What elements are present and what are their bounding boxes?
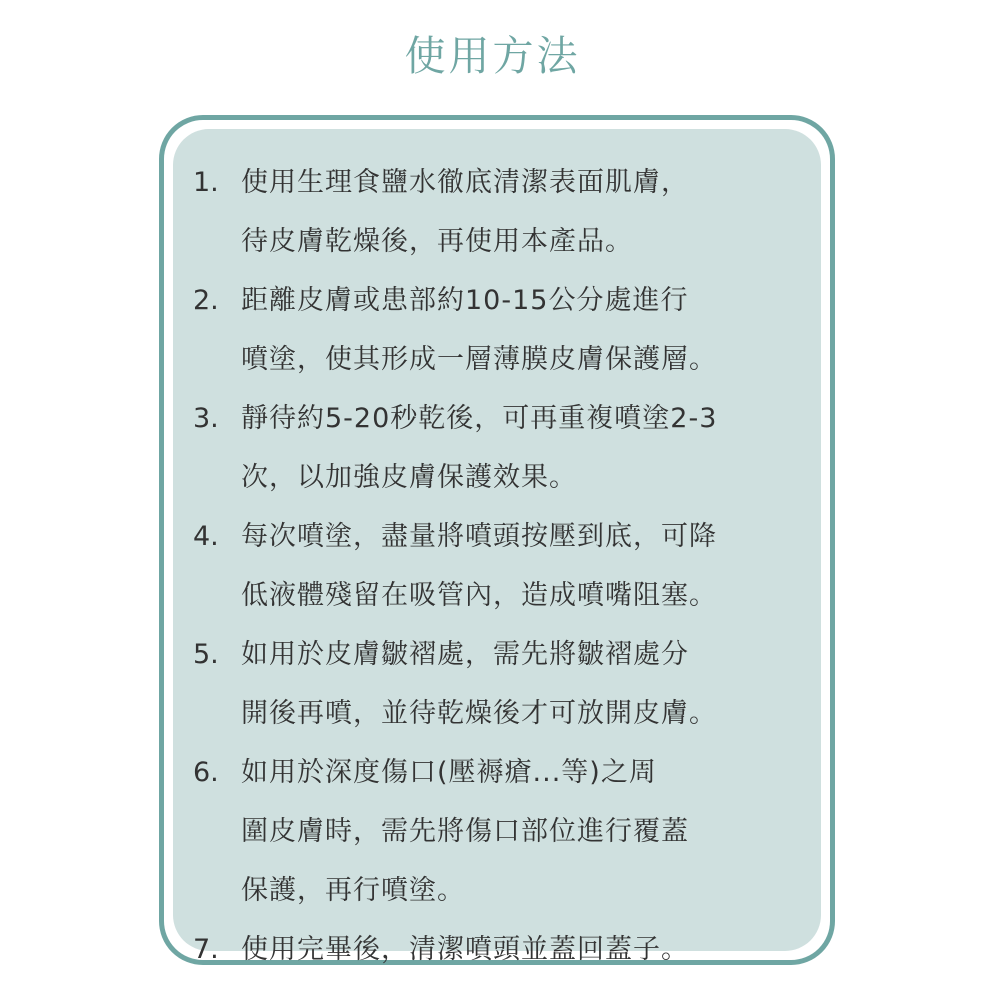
step-text bbox=[241, 625, 823, 743]
page-title: 使用方法 bbox=[404, 32, 581, 80]
step-line: 圍皮膚時，需先將傷口部位進行覆蓋 bbox=[241, 816, 689, 847]
step-number: 7. bbox=[193, 934, 219, 965]
step-item bbox=[193, 153, 823, 271]
step-text bbox=[241, 389, 823, 507]
instructions-list bbox=[193, 153, 823, 979]
step-text bbox=[241, 920, 823, 979]
step-number: 1. bbox=[193, 167, 219, 198]
step-text bbox=[241, 153, 823, 271]
step-line: 每次噴塗，盡量將噴頭按壓到底，可降 bbox=[241, 521, 717, 552]
step-text bbox=[241, 743, 823, 920]
step-line: 使用完畢後，清潔噴頭並蓋回蓋子。 bbox=[241, 934, 689, 965]
step-line: 距離皮膚或患部約10-15公分處進行 bbox=[241, 285, 689, 316]
step-line: 保護，再行噴塗。 bbox=[241, 875, 465, 906]
step-line: 噴塗，使其形成一層薄膜皮膚保護層。 bbox=[241, 344, 717, 375]
step-text bbox=[241, 507, 823, 625]
step-line: 使用生理食鹽水徹底清潔表面肌膚， bbox=[241, 167, 689, 198]
step-line: 次，以加強皮膚保護效果。 bbox=[241, 462, 577, 493]
step-item bbox=[193, 625, 823, 743]
step-line: 如用於皮膚皺褶處，需先將皺褶處分 bbox=[241, 639, 689, 670]
step-number: 6. bbox=[193, 757, 219, 788]
step-item bbox=[193, 389, 823, 507]
step-line: 靜待約5-20秒乾後，可再重複噴塗2-3 bbox=[241, 403, 718, 434]
step-number: 4. bbox=[193, 521, 219, 552]
step-line: 開後再噴，並待乾燥後才可放開皮膚。 bbox=[241, 698, 717, 729]
step-item bbox=[193, 507, 823, 625]
step-item bbox=[193, 920, 823, 979]
step-item bbox=[193, 743, 823, 920]
step-line: 如用於深度傷口(壓褥瘡...等)之周 bbox=[241, 757, 657, 788]
step-line: 待皮膚乾燥後，再使用本產品。 bbox=[241, 226, 633, 257]
step-number: 3. bbox=[193, 403, 219, 434]
step-item bbox=[193, 271, 823, 389]
step-text bbox=[241, 271, 823, 389]
step-line: 低液體殘留在吸管內，造成噴嘴阻塞。 bbox=[241, 580, 717, 611]
step-number: 2. bbox=[193, 285, 219, 316]
step-number: 5. bbox=[193, 639, 219, 670]
